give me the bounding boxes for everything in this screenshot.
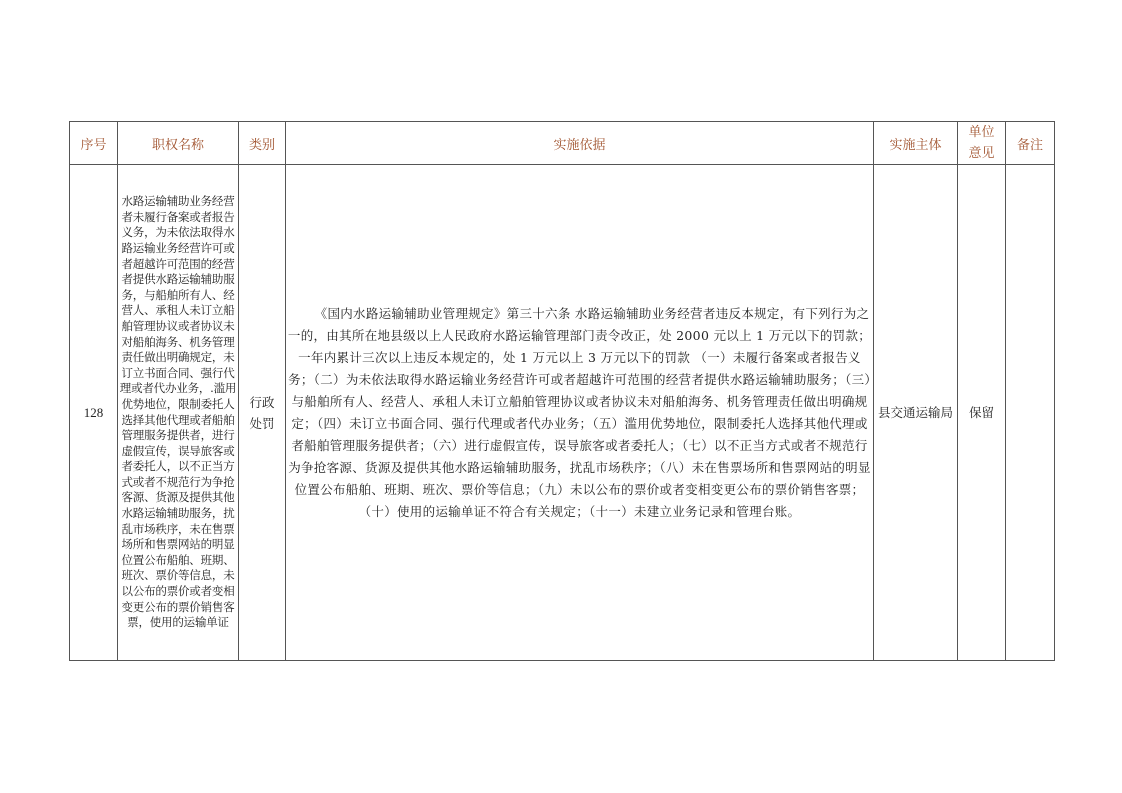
- table-row: [70, 165, 1055, 661]
- header-note: 备注: [1006, 122, 1055, 165]
- header-name: 职权名称: [118, 122, 239, 165]
- header-basis: 实施依据: [286, 122, 874, 165]
- header-opinion: [958, 122, 1006, 165]
- cell-category-line2: 处罚: [249, 415, 275, 431]
- header-category: 类别: [239, 122, 286, 165]
- cell-category-line1: 行政: [249, 394, 275, 410]
- cell-note: [1006, 165, 1055, 661]
- header-body: 实施主体: [874, 122, 958, 165]
- power-list-table: [69, 121, 1055, 661]
- cell-seq: 128: [70, 165, 118, 661]
- cell-basis-text: 《国内水路运输辅助业管理规定》第三十六条 水路运输辅助业务经营者违反本规定，有下列行为之一的，由其所在地县级以上人民政府水路运输管理部门责令改正，处 2000 元以上 1 万元以下的罚款；一年内累计三次以上违反本规定的，处 1 万元以上 3 万元以下的罚款 （一）未履行备案或者报告义务；（二）为未依法取得水路运输业务经营许可或者超越许可范围的经营者提供水路运输辅助服务；（三）与船舶所有人、经营人、承租人未订立船舶管理协议或者协议未对船舶海务、机务管理责任做出明确规定；（四）未订立书面合同、强行代理或者代办业务；（五）滥用优势地位，限制委托人选择其他代理或者船舶管理服务提供者；（六）进行虚假宣传，误导旅客或者委托人；（七）以不正当方式或者不规范行为争抢客源、货源及提供其他水路运输辅助服务，扰乱市场秩序；（八）未在售票场所和售票网站的明显位置公布船舶、班期、班次、票价等信息；（九）未以公布的票价或者变相变更公布的票价销售客票；（十）使用的运输单证不符合有关规定；（十一）未建立业务记录和管理台账。: [287, 305, 872, 519]
- header-opinion-line2: 意见: [968, 146, 995, 161]
- cell-category: [239, 165, 286, 661]
- cell-power-name: 水路运输辅助业务经营者未履行备案或者报告义务，为未依法取得水路运输业务经营许可或者超越许可范围的经营者提供水路运输辅助服务，与船舶所有人、经营人、承租人未订立船舶管理协议或者协议未对船舶海务、机务管理责任做出明确规定，未订立书面合同、强行代理或者代办业务，.滥用优势地位，限制委托人选择其他代理或者船舶管理服务提供者，进行虚假宣传，误导旅客或者委托人，以不正当方式或者不规范行为争抢客源、货源及提供其他水路运输辅助服务，扰乱市场秩序，未在售票场所和售票网站的明显位置公布船舶、班期、班次、票价等信息，未以公布的票价或者变相变更公布的票价销售客票，使用的运输单证: [118, 165, 239, 661]
- cell-opinion: 保留: [958, 165, 1006, 661]
- table-header: [70, 122, 1055, 165]
- cell-basis: [286, 165, 874, 661]
- cell-implementing-body: 县交通运输局: [874, 165, 958, 661]
- header-opinion-line1: 单位: [968, 125, 995, 140]
- header-seq: 序号: [70, 122, 118, 165]
